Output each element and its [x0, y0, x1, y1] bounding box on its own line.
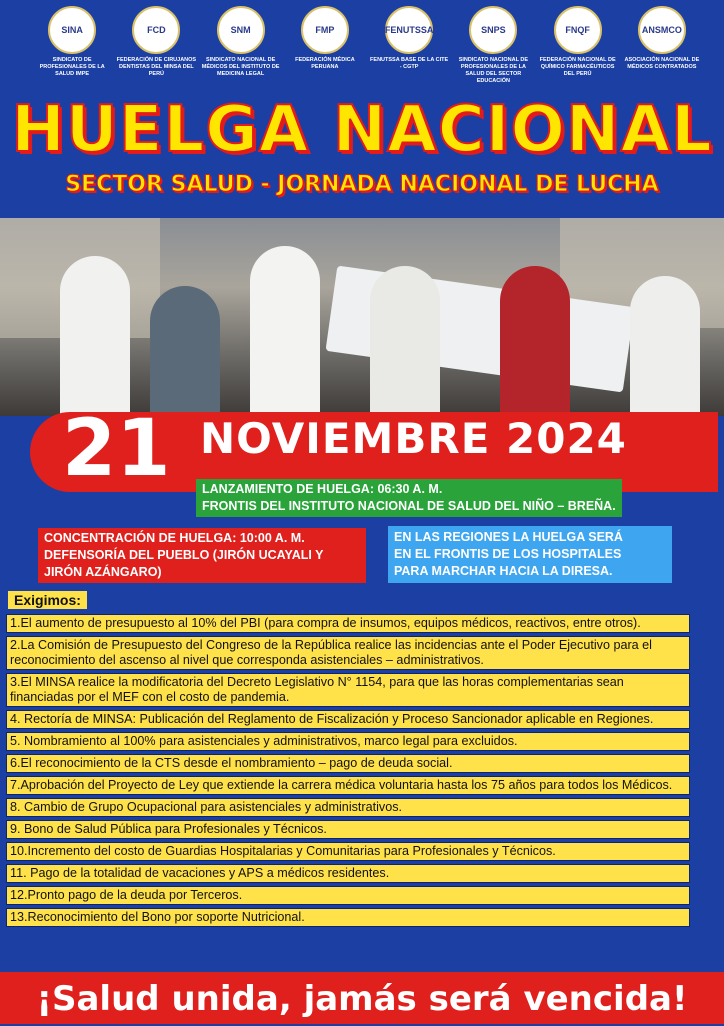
org-caption: ASOCIACIÓN NACIONAL DE MÉDICOS CONTRATADOS	[624, 57, 700, 70]
org-logo	[369, 6, 449, 71]
org-logo	[622, 6, 702, 71]
org-logo	[538, 6, 618, 78]
demand-item: 5. Nombramiento al 100% para asistenciales y administrativos, marco legal para excluidos.	[6, 732, 690, 751]
protester-figure	[250, 246, 320, 416]
org-logo	[453, 6, 533, 85]
concentration-info	[38, 528, 366, 583]
org-caption: FEDERACIÓN NACIONAL DE QUÍMICO FARMACÉUTICOS DEL PERÚ	[539, 57, 616, 77]
protester-figure	[370, 266, 440, 416]
regions-line: EN LAS REGIONES LA HUELGA SERÁ	[394, 530, 623, 544]
chemist-federation-icon: FNQF	[554, 6, 602, 54]
poster-title: HUELGA NACIONAL	[11, 93, 713, 167]
fmp-logo-icon: FMP	[301, 6, 349, 54]
demand-item: 3.El MINSA realice la modificatoria del Decreto Legislativo N° 1154, para que las horas complementarias sean financiadas por el MEF con el costo de pandemia.	[6, 673, 690, 707]
dental-federation-icon: FCD	[132, 6, 180, 54]
org-caption: FENUTSSA BASE DE LA CITE - CGTP	[370, 57, 449, 70]
ministry-seal-icon: SINA	[48, 6, 96, 54]
concentration-place-cont: JIRÓN AZÁNGARO)	[44, 565, 162, 579]
demand-item: 11. Pago de la totalidad de vacaciones y APS a médicos residentes.	[6, 864, 690, 883]
peru-map-icon: SNM	[217, 6, 265, 54]
demand-item: 8. Cambio de Grupo Ocupacional para asistenciales y administrativos.	[6, 798, 690, 817]
demands-list	[6, 614, 690, 930]
org-logo	[32, 6, 112, 78]
launch-info	[196, 479, 622, 517]
demand-item: 2.La Comisión de Presupuesto del Congreso de la República realice las incidencias ante el Poder Ejecutivo para el reconocimiento del ascenso al nivel que corresponda asistenciales – administrativos.	[6, 636, 690, 670]
protester-figure	[500, 266, 570, 416]
org-caption: FEDERACIÓN MÉDICA PERUANA	[295, 57, 355, 70]
poster-subtitle: SECTOR SALUD - JORNADA NACIONAL DE LUCHA	[65, 172, 659, 197]
ansmco-logo-icon: ANSMCO	[638, 6, 686, 54]
date-day: 21	[62, 404, 171, 494]
org-logo	[285, 6, 365, 71]
logo-row	[0, 0, 724, 92]
org-logo	[116, 6, 196, 78]
launch-place: FRONTIS DEL INSTITUTO NACIONAL DE SALUD DEL NIÑO – BREÑA.	[202, 499, 616, 513]
protest-photo	[0, 218, 724, 416]
concentration-time: CONCENTRACIÓN DE HUELGA: 10:00 A. M.	[44, 531, 305, 545]
org-caption: FEDERACIÓN DE CIRUJANOS DENTISTAS DEL MINSA DEL PERÚ	[116, 57, 197, 77]
org-caption: SINDICATO NACIONAL DE MÉDICOS DEL INSTITUTO DE MEDICINA LEGAL	[201, 57, 280, 77]
union-seal-icon: SNPS	[469, 6, 517, 54]
demand-item: 6.El reconocimiento de la CTS desde el nombramiento – pago de deuda social.	[6, 754, 690, 773]
demand-item: 9. Bono de Salud Pública para Profesionales y Técnicos.	[6, 820, 690, 839]
demand-item: 4. Rectoría de MINSA: Publicación del Reglamento de Fiscalización y Proceso Sancionador aplicable en Regiones.	[6, 710, 690, 729]
demand-item: 12.Pronto pago de la deuda por Terceros.	[6, 886, 690, 905]
org-logo	[201, 6, 281, 78]
demand-item: 13.Reconocimiento del Bono por soporte Nutricional.	[6, 908, 690, 927]
org-caption: SINDICATO DE PROFESIONALES DE LA SALUD IMPE	[39, 57, 105, 77]
demand-item: 1.El aumento de presupuesto al 10% del PBI (para compra de insumos, equipos médicos, reactivos, entre otros).	[6, 614, 690, 633]
protester-figure	[150, 286, 220, 416]
launch-time: LANZAMIENTO DE HUELGA: 06:30 A. M.	[202, 482, 443, 496]
demands-heading: Exigimos:	[8, 591, 87, 609]
concentration-place: DEFENSORÍA DEL PUEBLO (JIRÓN UCAYALI Y	[44, 548, 324, 562]
slogan-banner: ¡Salud unida, jamás será vencida!	[0, 972, 724, 1024]
demand-item: 7.Aprobación del Proyecto de Ley que extiende la carrera médica voluntaria hasta los 75 años para todos los Médicos.	[6, 776, 690, 795]
date-month-year: NOVIEMBRE 2024	[200, 414, 627, 463]
regions-line: PARA MARCHAR HACIA LA DIRESA.	[394, 564, 613, 578]
protester-figure	[60, 256, 130, 416]
regions-info	[388, 526, 672, 583]
demand-item: 10.Incremento del costo de Guardias Hospitalarias y Comunitarias para Profesionales y Técnicos.	[6, 842, 690, 861]
protester-figure	[630, 276, 700, 416]
fenutssa-logo-icon: FENUTSSA	[385, 6, 433, 54]
org-caption: SINDICATO NACIONAL DE PROFESIONALES DE LA SALUD DEL SECTOR EDUCACIÓN	[458, 57, 529, 84]
regions-line: EN EL FRONTIS DE LOS HOSPITALES	[394, 547, 622, 561]
